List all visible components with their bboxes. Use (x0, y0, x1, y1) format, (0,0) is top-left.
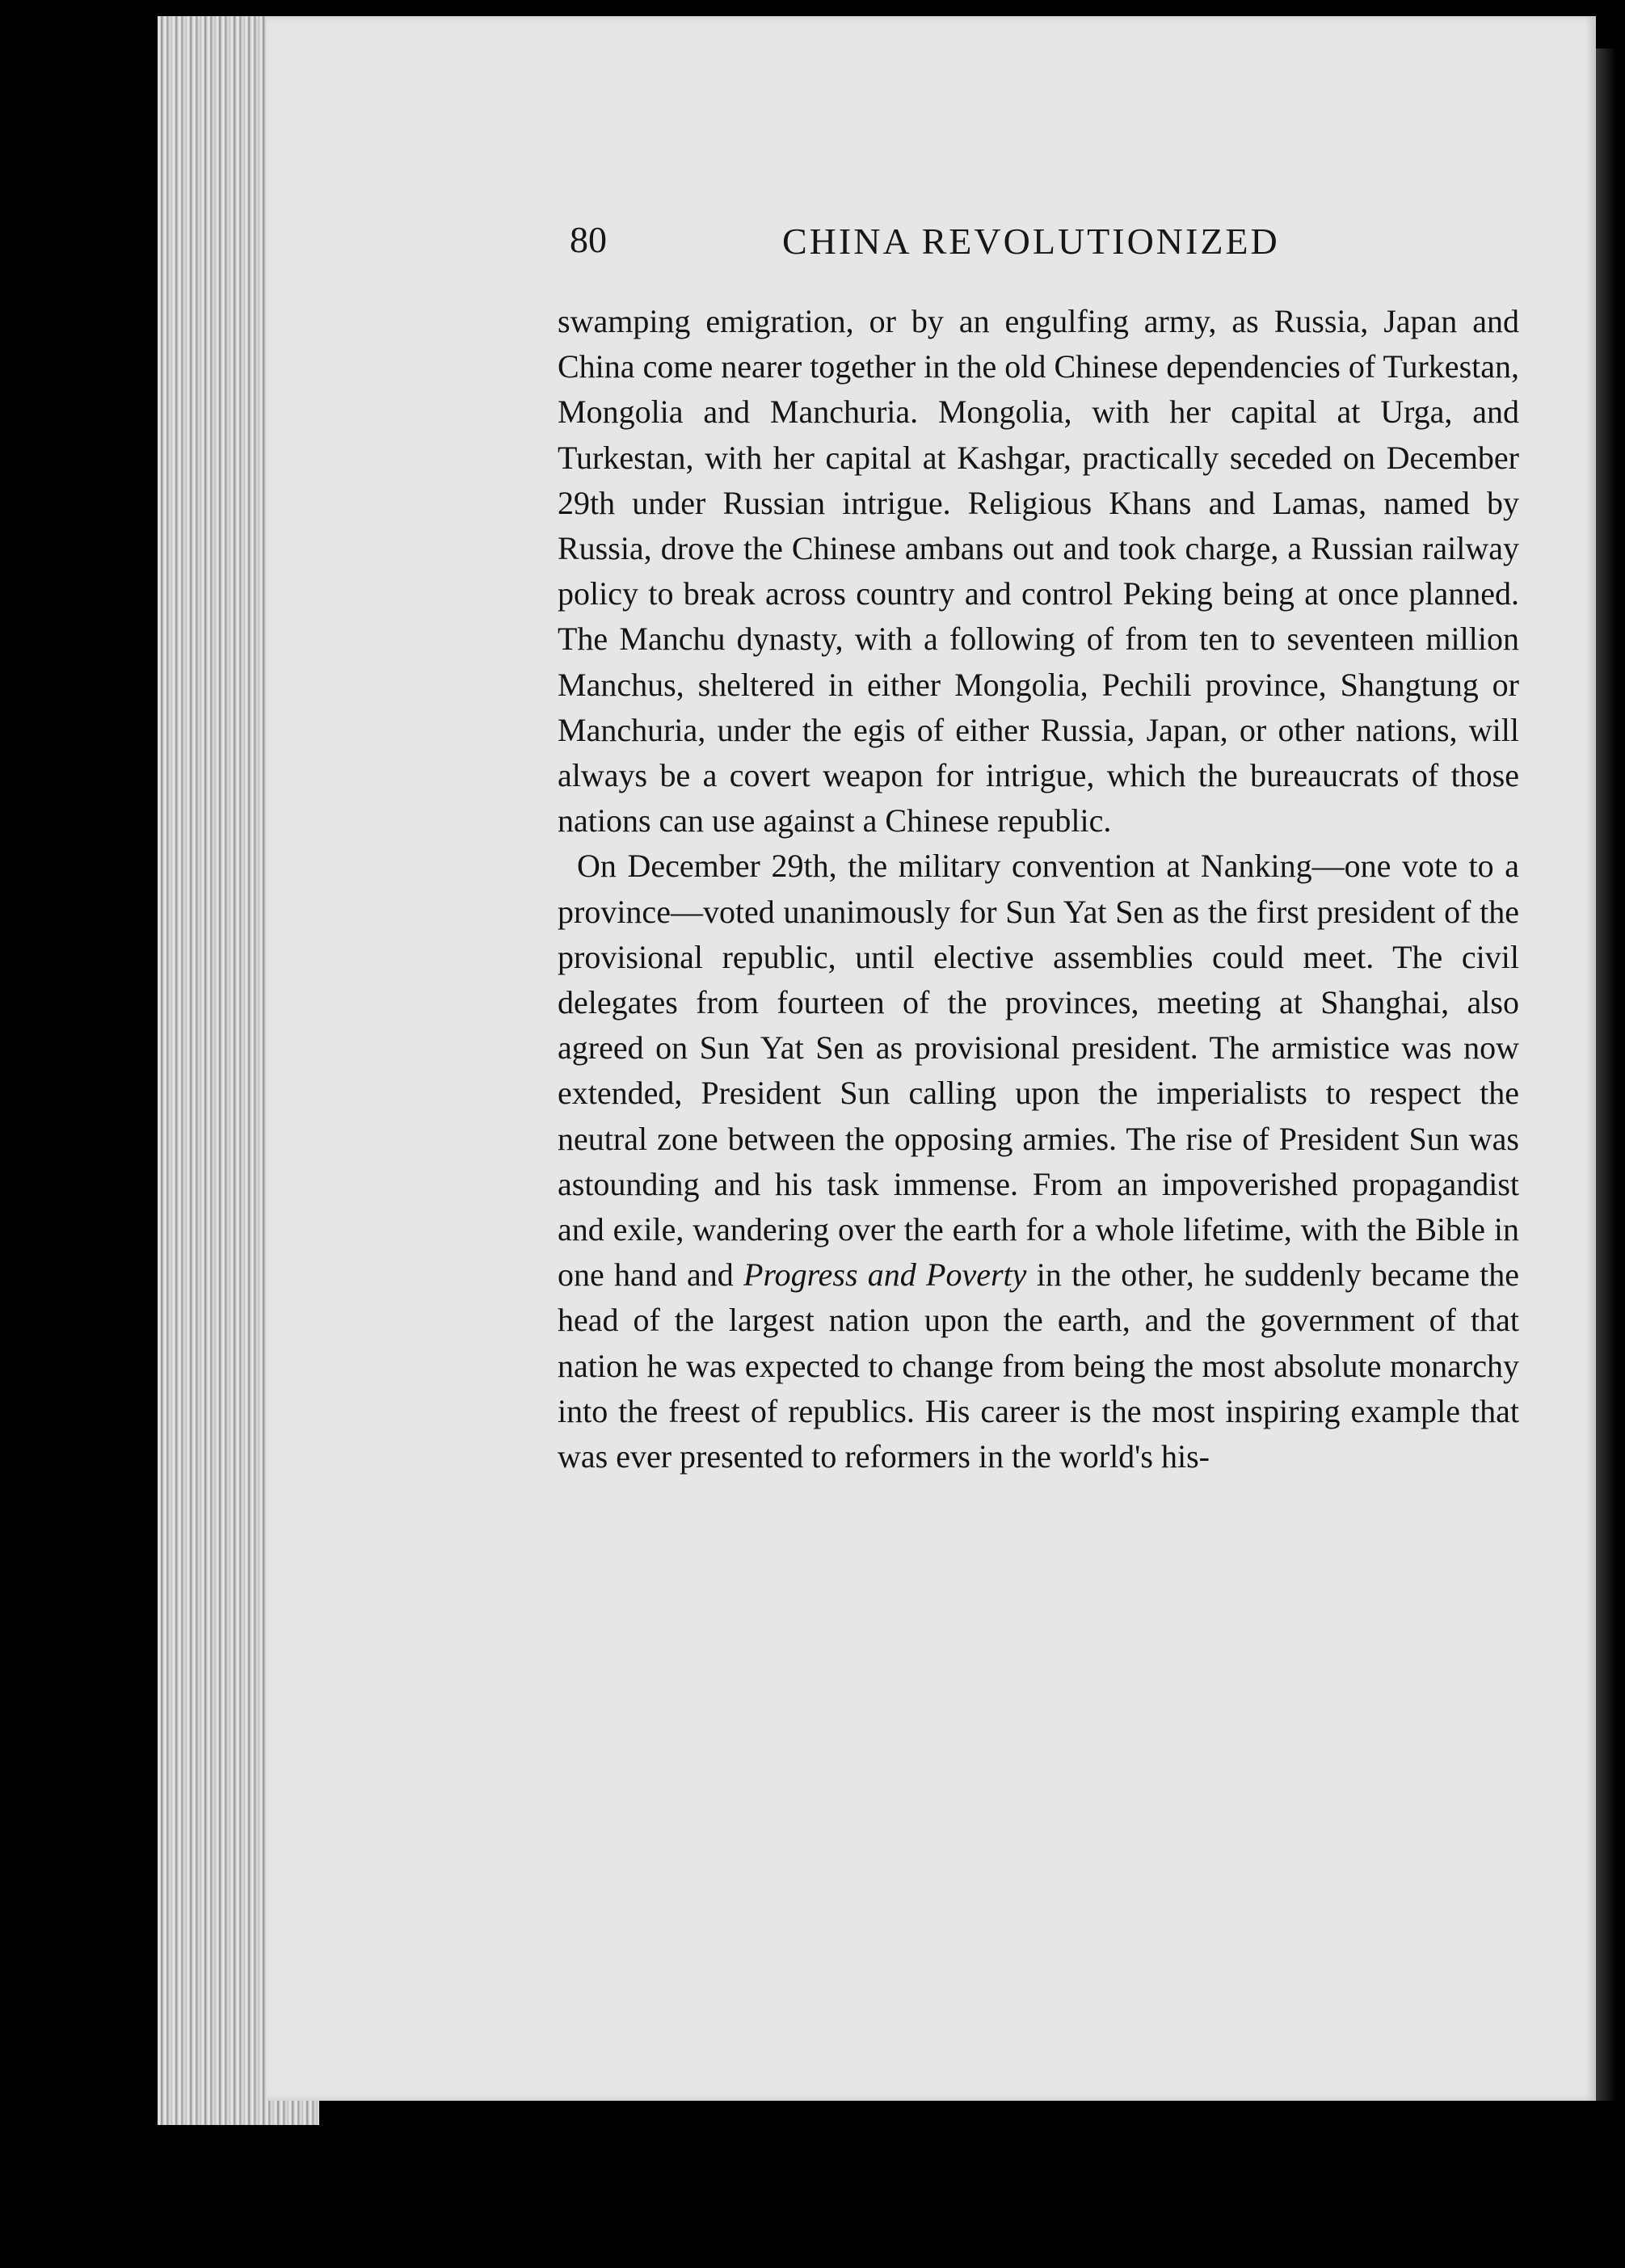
running-head (570, 218, 1329, 275)
body-text (558, 299, 1519, 1479)
page-gutter-shadow (1596, 48, 1616, 2101)
paragraph-2-part-2: in the other, he suddenly became the head of the largest nation upon the earth, and the government of that nation he was expected to change from being the most absolute monarchy into the freest of republics. His career is the most inspiring example that was ever presented to reformers in the world's his- (558, 1256, 1520, 1475)
book-title-italic: Progress and Poverty (743, 1256, 1027, 1294)
paragraph-1: swamping emigration, or by an engulfing army, as Russia, Japan and China come nearer together in the old Chinese dependencies of Turkestan, Mongolia and Manchuria. Mongolia, with her capital at Urga, and Turkestan, with her capital at Kashgar, practically seceded on December 29th under Russian intrigue. Religious Khans and Lamas, named by Russia, drove the Chinese ambans out and took charge, a Russian railway policy to break across country and control Peking being at once planned. The Manchu dynasty, with a following of from ten to seventeen million Manchus, sheltered in either Mongolia, Pechili province, Shangtung or Manchuria, under the egis of either Russia, Japan, or other nations, will always be a covert weapon for intrigue, which the bureaucrats of those nations can use against a Chinese republic. (558, 303, 1519, 839)
running-title: CHINA REVOLUTIONIZED (782, 221, 1280, 262)
page-number: 80 (570, 219, 607, 260)
paragraph-2 (558, 844, 1519, 1479)
paragraph-2-part-1: On December 29th, the military convention at Nanking—one vote to a province—voted unanimously for Sun Yat Sen as the first president of the provisional republic, until elective assemblies could meet. The civil delegates from fourteen of the provinces, meeting at Shanghai, also agreed on Sun Yat Sen as provisional president. The armistice was now extended, President Sun calling upon the imperialists to respect the neutral zone between the opposing armies. The rise of President Sun was astounding and his task immense. From an impoverished propagandist and exile, wandering over the earth for a whole lifetime, with the Bible in one hand and (558, 848, 1519, 1294)
